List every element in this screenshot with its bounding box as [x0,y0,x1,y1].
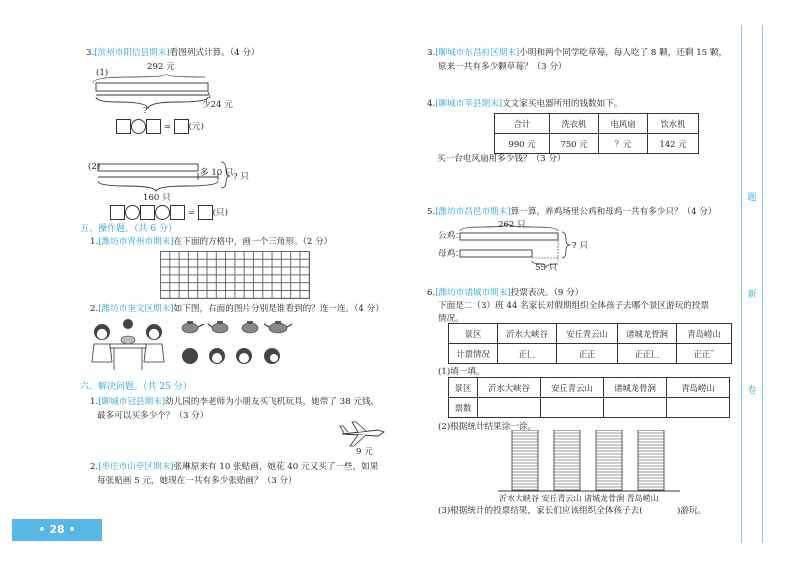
q6-2-line1: 2.[枣庄市山亭区期末]张琳原来有 10 张贴画，她花 40 元又买了一些，如果 [90,462,379,472]
q5-2: 2.[潍坊市奎文区期末]如下图，右面的图片分别是谁看到的？连一连。（4 分） [90,304,384,314]
q3-part2-label: (2) [88,162,101,172]
q3-part2-total: 160 只 [143,193,171,203]
teapot-views-row [178,318,293,336]
q3-right-line1: 3.[聊城市东昌府区期末]小明和两个同学吃草莓，每人吃了 8 颗，还剩 15 颗， [427,48,728,58]
operator-circle[interactable] [125,205,140,220]
answer-box[interactable] [116,119,131,134]
q3-part1-label: (1) [96,68,109,78]
answer-box[interactable] [198,205,213,220]
count-table[interactable]: 景区 沂水大峡谷 安丘青云山 诸城龙骨涧 青岛崂山 票数 [448,377,730,418]
children-table-illustration [88,318,168,374]
q5-question-label: ? 只 [572,241,588,251]
teapot-icon [242,321,258,333]
side-char: 题 [747,193,757,203]
bar-label: 青岛崂山 [626,494,659,503]
q5-diff-label: 55 只 [535,263,558,273]
q6-intro-line1: 下面是二（3）班 44 名家长对假期组织全体孩子去哪个景区游玩的投票 [438,301,710,311]
bar-label: 安丘青云山 [541,494,582,503]
q3-part1-total: 292 元 [147,62,175,72]
chart-bar-column [638,430,664,490]
teapot-icon [208,321,228,333]
bar-labels [499,493,659,505]
page-number: • 28 • [12,519,102,541]
q6-2-line2: 每张贴画 5 元，她现在一共有多少张贴画？（3 分） [97,476,297,486]
chart-bar-column [512,430,538,490]
hen-label: 母鸡： [438,249,464,259]
side-char: 新 [747,290,757,300]
q6-1-line1: 1.[聊城市冠县期末]幼儿园的李老师为小朋友买飞机玩具，她带了 38 元钱， [90,397,380,407]
chart-bar-column [596,430,622,490]
q3-part2-more: 多 10 只 [200,168,234,178]
chicken-bar-diagram [458,224,578,270]
q6-right: 6.[潍坊市诸城市期末]投票表决。（9 分） [427,288,584,298]
q6-intro-line2: 情况。 [438,314,464,324]
vote-table: 景区 沂水大峡谷 安丘青云山 诸城龙骨涧 青岛崂山 计票情况 正𠃊 正正 正正𠃊 正正ˉ [448,323,732,364]
q3-part2-equation: = (只) [110,205,228,220]
chart-bar-column [554,430,580,490]
q4-right: 4.[聊城市莘县期末]文文家买电器所用的钱数如下。 [427,99,623,109]
q6-part3: (3)根据统计的投票结果，家长们应该组织全体孩子去( )游玩。 [438,506,707,516]
q3-left: 3.[滨州市阳信县期末]看图列式计算。（4 分） [86,48,260,58]
q3-right-line2: 原来一共有多少颗草莓？（3 分） [438,62,567,72]
child-head-icon [209,348,225,364]
section-5-heading: 五、操作题。（共 6 分） [80,224,177,234]
child-views-row [180,345,290,367]
q3-part2-question: ? 只 [233,172,249,182]
fill-in-label: (1)填一填。 [438,367,485,377]
answer-box[interactable] [140,205,155,220]
side-char: 卷 [747,386,757,396]
q5-top-label: 262 只 [498,220,526,230]
answer-box[interactable] [110,205,125,220]
airplane-toy-icon [338,420,388,448]
q3-part1-equation: = (元) [116,119,204,134]
answer-box[interactable] [146,119,161,134]
child-head-icon [264,348,280,364]
teapot-icon [182,321,204,333]
airplane-price: 9 元 [356,447,373,457]
appliance-table: 合计 洗衣机 电风扇 饮水机 990 元 750 元 ？元 142 元 [494,113,699,154]
operator-circle[interactable] [131,119,146,134]
q4-question: 买一台电风扇用多少钱？（3 分） [437,154,566,164]
q5-right: 5.[潍坊市昌邑市期末]算一算，养鸡场里公鸡和母鸡一共有多少只？（4 分） [427,207,717,217]
teapot-icon [264,321,292,333]
child-head-icon [236,348,252,364]
bar-label: 沂水大峡谷 [499,494,539,503]
answer-box[interactable] [170,205,185,220]
side-margin-strip [741,25,763,543]
q5-1: 1.[潍坊市青州市期末]在下面的方格中，画一个三角形。（2 分） [90,237,333,247]
bar-label: 诸城龙骨涧 [584,494,625,503]
q3-part1-less: 少24 元 [202,100,233,110]
drawing-grid[interactable] [160,251,310,299]
q6-1-line2: 最多可以买多少个？（3 分） [97,411,209,421]
q3-part1-q: ? [143,106,148,116]
child-head-icon [182,348,198,364]
section-6-heading: 六、解决问题。（共 25 分） [80,382,192,392]
shade-label: (2)根据统计结果涂一涂。 [438,422,537,432]
rooster-label: 公鸡： [438,231,464,241]
operator-circle[interactable] [155,205,170,220]
answer-box[interactable] [174,119,189,134]
vote-bar-chart[interactable] [494,430,684,492]
